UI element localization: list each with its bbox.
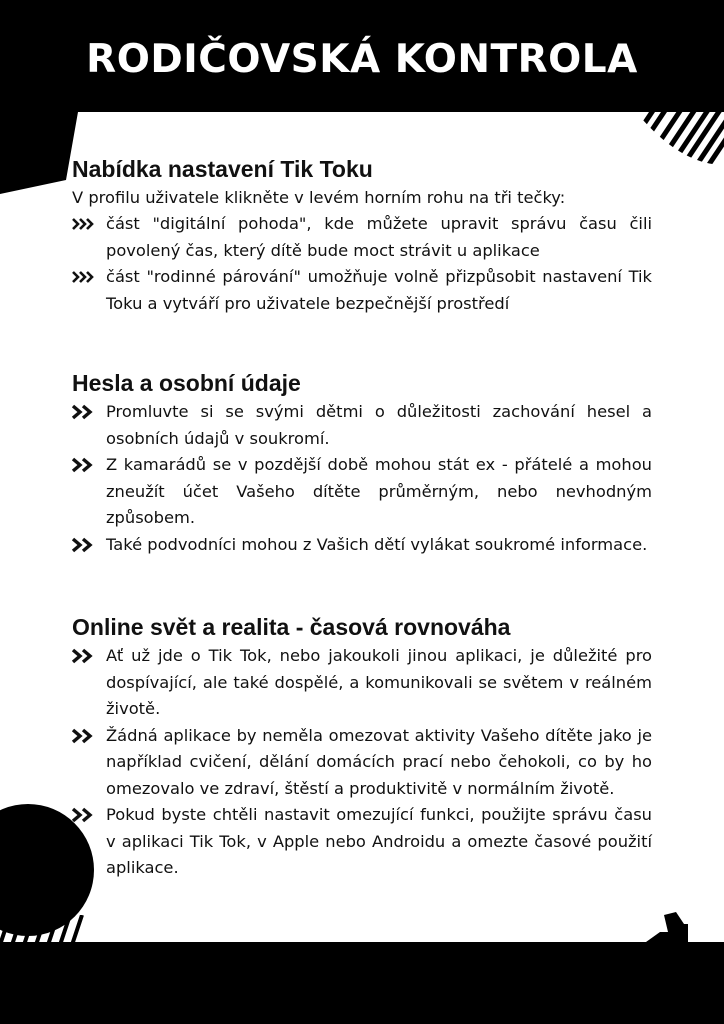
triple-chevron-icon xyxy=(72,269,100,285)
list-item-text: část "digitální pohoda", kde můžete upravit správu času čili povolený čas, který dítě bude moct strávit u aplikace xyxy=(106,214,652,260)
list-item xyxy=(72,723,652,803)
list-item-text: Také podvodníci mohou z Vašich dětí vylákat soukromé informace. xyxy=(106,534,648,554)
list-item xyxy=(72,802,652,882)
section-heading: Online svět a realita - časová rovnováha xyxy=(72,614,511,640)
list-item-text: část "rodinné párování" umožňuje volně přizpůsobit nastavení Tik Toku a vytváří pro uživatele bezpečnější prostředí xyxy=(106,267,652,313)
list-item xyxy=(72,211,652,264)
double-chevron-icon xyxy=(72,457,100,473)
shape-bottom-right xyxy=(646,912,688,942)
list-item xyxy=(72,643,652,723)
list-item-text: Pokud byste chtěli nastavit omezující funkci, použijte správu času v aplikaci Tik Tok, v Apple nebo Androidu a omezte časové použití aplikace. xyxy=(106,805,652,877)
list-item xyxy=(72,532,652,559)
double-chevron-icon xyxy=(72,728,100,744)
double-chevron-icon xyxy=(72,537,100,553)
section-intro: V profilu uživatele klikněte v levém horním rohu na tři tečky: xyxy=(72,188,566,207)
section-online-offline-balance xyxy=(72,611,652,882)
list-item-text: Žádná aplikace by neměla omezovat aktivity Vašeho dítěte jako je například cvičení, dělání domácích prací nebo čehokoli, co by ho omezovalo ve zdraví, štěstí a produktivitě v normálním životě. xyxy=(106,725,652,798)
double-chevron-icon xyxy=(72,404,100,420)
bullet-list xyxy=(72,643,652,882)
page-title: RODIČOVSKÁ KONTROLA xyxy=(86,37,638,82)
bullet-list xyxy=(72,399,652,558)
list-item xyxy=(72,452,652,532)
list-item xyxy=(72,399,652,452)
bullet-list xyxy=(72,211,652,317)
section-heading: Nabídka nastavení Tik Toku xyxy=(72,156,373,182)
list-item-text: Z kamarádů se v pozdější době mohou stát ex - přátelé a mohou zneužít účet Vašeho dítěte průměrným, nebo nevhodným způsobem. xyxy=(106,455,652,527)
list-item-text: Ať už jde o Tik Tok, nebo jakoukoli jinou aplikaci, je důležité pro dospívající, ale také dospělé, a komunikovali se světem v reálném životě. xyxy=(106,646,652,718)
section-tiktok-settings xyxy=(72,153,652,317)
list-item-text: Promluvte si se svými dětmi o důležitosti zachování hesel a osobních údajů v soukromí. xyxy=(106,402,652,448)
footer-band xyxy=(0,942,724,1024)
double-chevron-icon xyxy=(72,648,100,664)
section-heading: Hesla a osobní údaje xyxy=(72,370,301,396)
list-item xyxy=(72,264,652,317)
triple-chevron-icon xyxy=(72,216,100,232)
double-chevron-icon xyxy=(72,807,100,823)
section-passwords xyxy=(72,367,652,558)
